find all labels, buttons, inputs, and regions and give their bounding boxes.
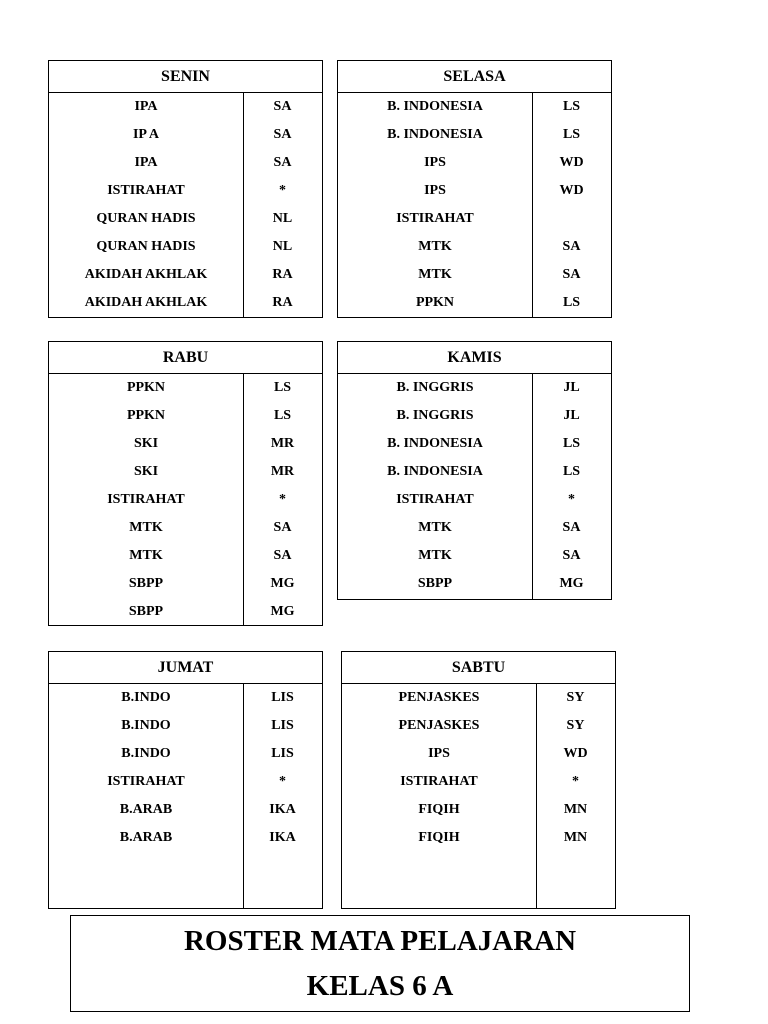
schedule-row <box>338 233 611 261</box>
day-body <box>342 684 615 908</box>
column-divider <box>243 93 244 317</box>
subject-cell: B.ARAB <box>119 802 173 817</box>
teacher-cell: SA <box>273 99 292 114</box>
schedule-row <box>342 824 615 852</box>
schedule-row <box>49 768 322 796</box>
subject-cell: IP A <box>132 127 160 142</box>
schedule-row <box>49 514 322 542</box>
teacher-cell: MN <box>563 802 588 817</box>
schedule-row <box>338 570 611 598</box>
subject-cell: PPKN <box>415 295 455 310</box>
schedule-row <box>338 458 611 486</box>
subject-cell: AKIDAH AKHLAK <box>84 295 208 310</box>
teacher-cell: * <box>279 183 286 198</box>
day-header: JUMAT <box>49 652 322 684</box>
subject-cell: FIQIH <box>418 830 460 845</box>
subject-cell: B. INDONESIA <box>387 127 483 142</box>
subject-cell: AKIDAH AKHLAK <box>84 267 208 282</box>
day-table-rabu <box>48 341 323 626</box>
roster-title-box <box>70 915 690 1012</box>
teacher-cell: LS <box>562 127 581 142</box>
subject-cell: B.INDO <box>121 690 171 705</box>
schedule-row <box>49 486 322 514</box>
schedule-row <box>49 261 322 289</box>
day-body <box>49 374 322 625</box>
schedule-row <box>49 205 322 233</box>
subject-cell: PPKN <box>126 380 166 395</box>
subject-cell: SBPP <box>128 604 164 619</box>
teacher-cell: MR <box>270 436 295 451</box>
subject-cell: B.INDO <box>121 718 171 733</box>
class-title: KELAS 6 A <box>306 970 454 1002</box>
day-header: SABTU <box>342 652 615 684</box>
teacher-cell: LS <box>273 380 292 395</box>
teacher-cell: SY <box>566 690 585 705</box>
teacher-cell: WD <box>559 155 584 170</box>
schedule-row <box>49 598 322 626</box>
teacher-cell: * <box>568 492 575 507</box>
subject-cell: B. INDONESIA <box>387 464 483 479</box>
subject-cell: MTK <box>418 548 452 563</box>
subject-cell: ISTIRAHAT <box>396 492 474 507</box>
teacher-cell: LS <box>562 99 581 114</box>
teacher-cell: MG <box>270 604 295 619</box>
teacher-cell: JL <box>563 380 580 395</box>
subject-cell: ISTIRAHAT <box>107 183 185 198</box>
teacher-cell: LIS <box>271 746 294 761</box>
schedule-row <box>342 796 615 824</box>
schedule-row <box>49 374 322 402</box>
teacher-cell: SA <box>562 548 581 563</box>
schedule-row <box>49 542 322 570</box>
schedule-row <box>49 177 322 205</box>
subject-cell: MTK <box>418 239 452 254</box>
schedule-row <box>338 514 611 542</box>
teacher-cell: LS <box>562 464 581 479</box>
schedule-row <box>49 430 322 458</box>
subject-cell: QURAN HADIS <box>96 211 196 226</box>
subject-cell: QURAN HADIS <box>96 239 196 254</box>
teacher-cell: SA <box>273 127 292 142</box>
roster-title: ROSTER MATA PELAJARAN <box>183 925 577 957</box>
teacher-cell: SA <box>562 520 581 535</box>
teacher-cell: MN <box>563 830 588 845</box>
subject-cell: SBPP <box>417 576 453 591</box>
teacher-cell: SA <box>273 155 292 170</box>
teacher-cell: SY <box>566 718 585 733</box>
teacher-cell: IKA <box>269 802 296 817</box>
schedule-row <box>49 149 322 177</box>
schedule-row <box>338 542 611 570</box>
schedule-row <box>49 824 322 852</box>
schedule-row <box>49 233 322 261</box>
teacher-cell: SA <box>562 267 581 282</box>
teacher-cell: RA <box>272 295 293 310</box>
teacher-cell: WD <box>559 183 584 198</box>
schedule-row <box>342 712 615 740</box>
teacher-cell: MR <box>270 464 295 479</box>
day-table-jumat <box>48 651 323 909</box>
subject-cell: PPKN <box>126 408 166 423</box>
schedule-row <box>49 570 322 598</box>
schedule-row <box>338 93 611 121</box>
teacher-cell: * <box>279 492 286 507</box>
schedule-row <box>49 684 322 712</box>
schedule-row <box>338 149 611 177</box>
day-header: KAMIS <box>338 342 611 374</box>
schedule-row <box>338 205 611 233</box>
schedule-row <box>338 289 611 317</box>
schedule-row <box>49 712 322 740</box>
day-table-selasa <box>337 60 612 318</box>
schedule-row <box>49 93 322 121</box>
column-divider <box>532 93 533 317</box>
schedule-row <box>49 740 322 768</box>
teacher-cell: LS <box>273 408 292 423</box>
schedule-row <box>49 458 322 486</box>
schedule-row <box>342 684 615 712</box>
subject-cell: MTK <box>129 520 163 535</box>
day-body <box>49 93 322 317</box>
day-body <box>338 374 611 599</box>
day-header: RABU <box>49 342 322 374</box>
subject-cell: IPA <box>134 99 158 114</box>
column-divider <box>243 374 244 625</box>
teacher-cell: MG <box>559 576 584 591</box>
subject-cell: SKI <box>133 464 159 479</box>
schedule-row <box>338 486 611 514</box>
schedule-row <box>338 261 611 289</box>
day-table-senin <box>48 60 323 318</box>
teacher-cell: SA <box>562 239 581 254</box>
teacher-cell: WD <box>563 746 588 761</box>
day-table-sabtu <box>341 651 616 909</box>
subject-cell: B.INDO <box>121 746 171 761</box>
schedule-row <box>338 121 611 149</box>
day-header: SENIN <box>49 61 322 93</box>
schedule-row <box>338 177 611 205</box>
teacher-cell: RA <box>272 267 293 282</box>
schedule-row <box>338 374 611 402</box>
day-body <box>49 684 322 908</box>
teacher-cell: * <box>572 774 579 789</box>
subject-cell: B. INDONESIA <box>387 436 483 451</box>
subject-cell: ISTIRAHAT <box>396 211 474 226</box>
subject-cell: IPA <box>134 155 158 170</box>
subject-cell: B. INGGRIS <box>396 408 474 423</box>
subject-cell: B. INDONESIA <box>387 99 483 114</box>
teacher-cell: NL <box>272 239 293 254</box>
teacher-cell: LS <box>562 295 581 310</box>
schedule-row <box>49 289 322 317</box>
teacher-cell: MG <box>270 576 295 591</box>
schedule-row <box>342 740 615 768</box>
subject-cell: PENJASKES <box>398 690 480 705</box>
schedule-row <box>49 402 322 430</box>
schedule-row <box>342 768 615 796</box>
teacher-cell: LIS <box>271 690 294 705</box>
day-header: SELASA <box>338 61 611 93</box>
column-divider <box>536 684 537 908</box>
schedule-row <box>338 430 611 458</box>
teacher-cell: JL <box>563 408 580 423</box>
subject-cell: IPS <box>428 746 450 761</box>
subject-cell: ISTIRAHAT <box>400 774 478 789</box>
teacher-cell: LS <box>562 436 581 451</box>
teacher-cell: LIS <box>271 718 294 733</box>
subject-cell: ISTIRAHAT <box>107 492 185 507</box>
subject-cell: B.ARAB <box>119 830 173 845</box>
subject-cell: SBPP <box>128 576 164 591</box>
day-body <box>338 93 611 317</box>
subject-cell: ISTIRAHAT <box>107 774 185 789</box>
subject-cell: MTK <box>418 520 452 535</box>
teacher-cell: SA <box>273 520 292 535</box>
teacher-cell: * <box>279 774 286 789</box>
teacher-cell: IKA <box>269 830 296 845</box>
subject-cell: MTK <box>418 267 452 282</box>
column-divider <box>243 684 244 908</box>
schedule-row <box>338 402 611 430</box>
subject-cell: PENJASKES <box>398 718 480 733</box>
subject-cell: IPS <box>424 155 446 170</box>
subject-cell: SKI <box>133 436 159 451</box>
subject-cell: B. INGGRIS <box>396 380 474 395</box>
day-table-kamis <box>337 341 612 600</box>
schedule-row <box>49 121 322 149</box>
subject-cell: MTK <box>129 548 163 563</box>
teacher-cell: SA <box>273 548 292 563</box>
teacher-cell: NL <box>272 211 293 226</box>
column-divider <box>532 374 533 599</box>
subject-cell: IPS <box>424 183 446 198</box>
schedule-row <box>49 796 322 824</box>
subject-cell: FIQIH <box>418 802 460 817</box>
